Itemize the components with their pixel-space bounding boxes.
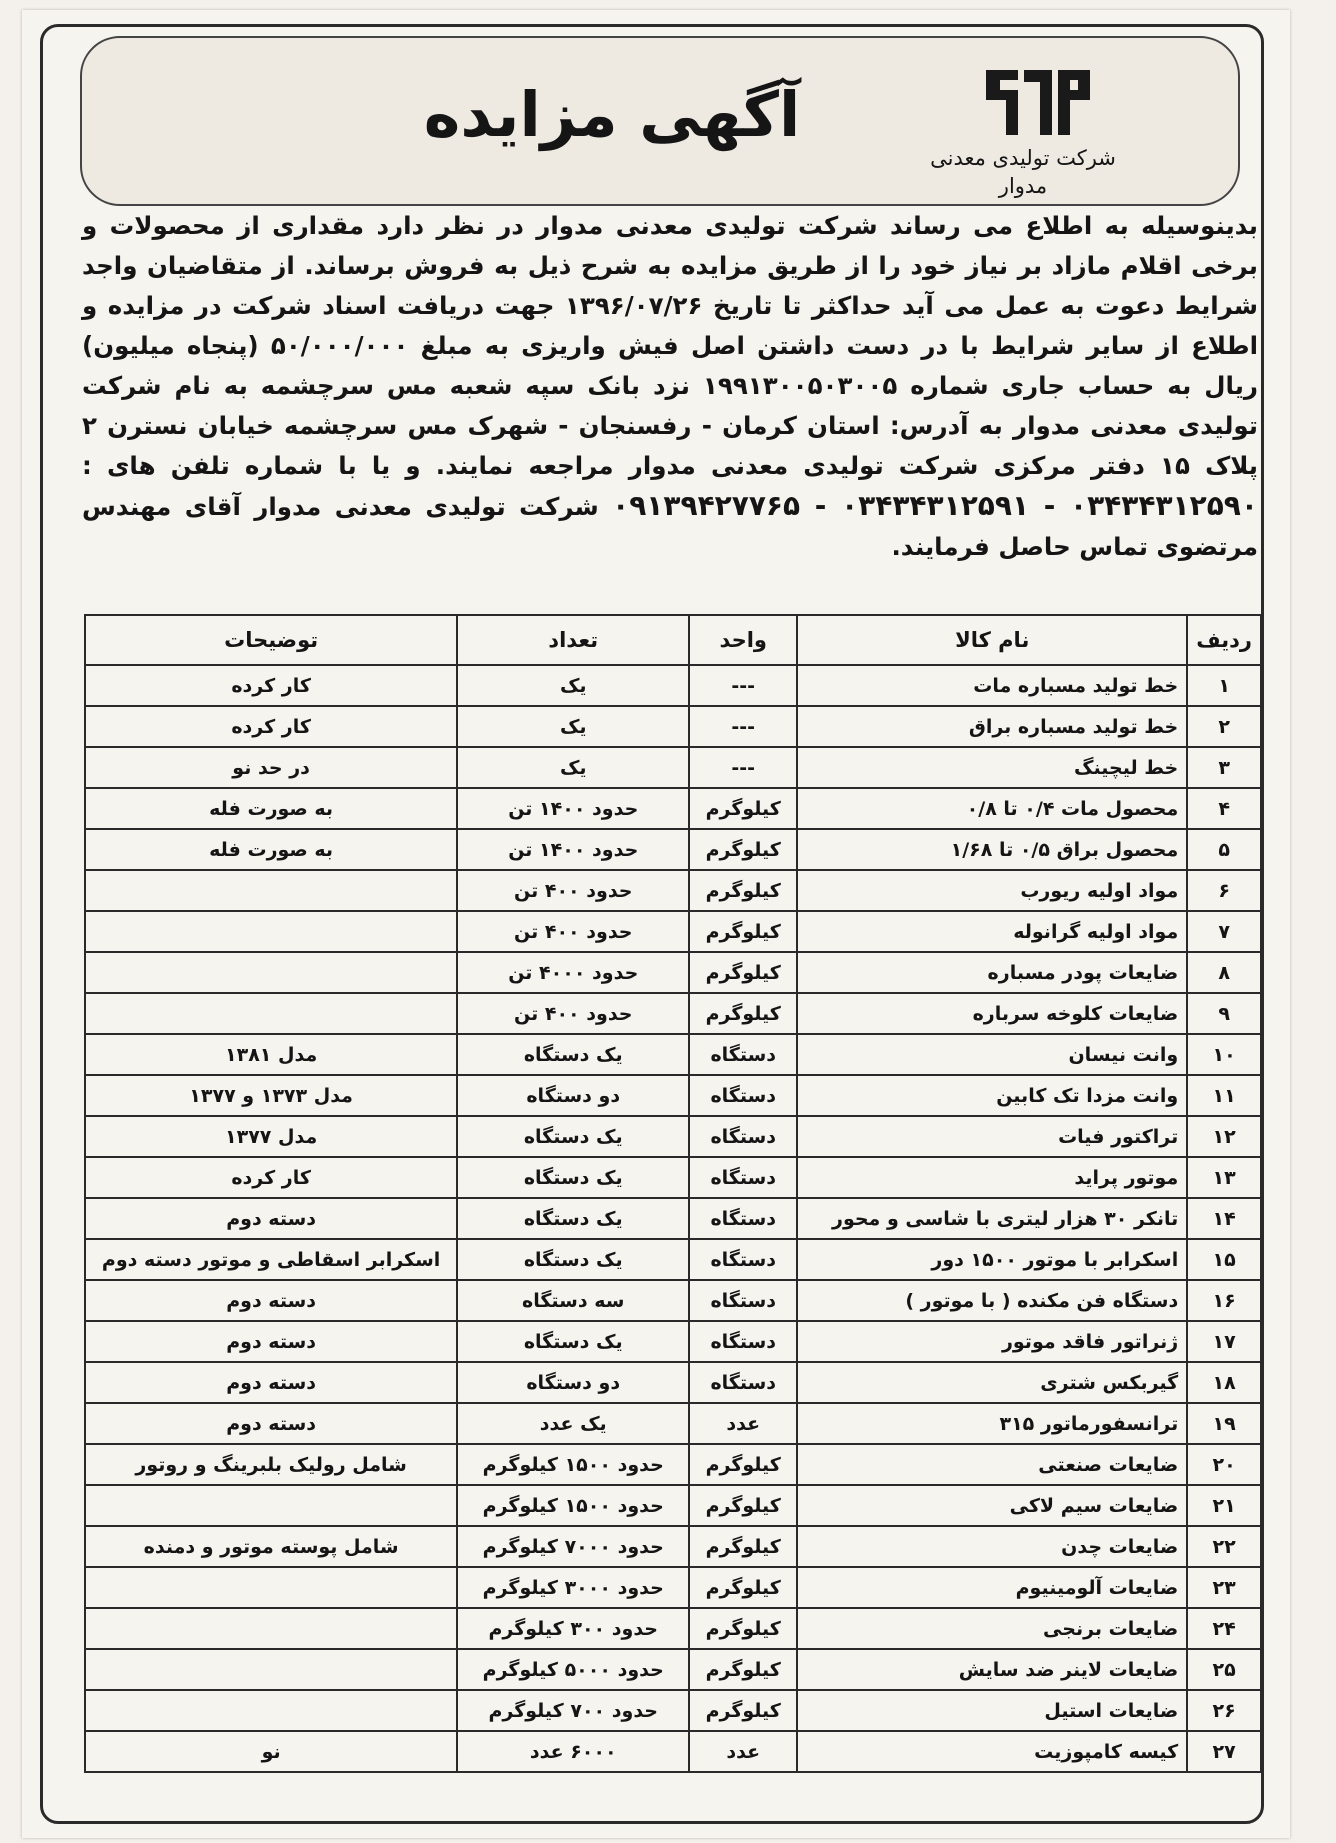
- table-row: [85, 911, 1261, 952]
- cell-item-name: تانکر ۳۰ هزار لیتری با شاسی و محور: [797, 1198, 1187, 1239]
- cell-item-name: وانت نیسان: [797, 1034, 1187, 1075]
- cell-row-number: ۱۹: [1187, 1403, 1261, 1444]
- cell-row-number: ۵: [1187, 829, 1261, 870]
- cell-unit: ---: [689, 665, 797, 706]
- cell-quantity: حدود ۳۰۰۰ کیلوگرم: [457, 1567, 689, 1608]
- table-row: [85, 1362, 1261, 1403]
- cell-row-number: ۲۲: [1187, 1526, 1261, 1567]
- cell-quantity: حدود ۴۰۰ تن: [457, 911, 689, 952]
- cell-notes: اسکرابر اسقاطی و موتور دسته دوم: [85, 1239, 457, 1280]
- table-row: [85, 1444, 1261, 1485]
- cell-item-name: ضایعات استیل: [797, 1690, 1187, 1731]
- cell-notes: [85, 952, 457, 993]
- cell-unit: کیلوگرم: [689, 870, 797, 911]
- table-row: [85, 747, 1261, 788]
- table-row: [85, 1690, 1261, 1731]
- cell-notes: کار کرده: [85, 665, 457, 706]
- cell-item-name: ضایعات چدن: [797, 1526, 1187, 1567]
- cell-unit: دستگاه: [689, 1157, 797, 1198]
- cell-row-number: ۲۰: [1187, 1444, 1261, 1485]
- cell-row-number: ۸: [1187, 952, 1261, 993]
- cell-item-name: مواد اولیه گرانوله: [797, 911, 1187, 952]
- cell-unit: دستگاه: [689, 1075, 797, 1116]
- cell-notes: دسته دوم: [85, 1321, 457, 1362]
- cell-unit: دستگاه: [689, 1280, 797, 1321]
- table-row: [85, 1157, 1261, 1198]
- cell-unit: کیلوگرم: [689, 993, 797, 1034]
- cell-item-name: موتور پراید: [797, 1157, 1187, 1198]
- cell-quantity: یک دستگاه: [457, 1157, 689, 1198]
- cell-unit: دستگاه: [689, 1116, 797, 1157]
- header-notes: توضیحات: [85, 615, 457, 665]
- cell-quantity: یک دستگاه: [457, 1116, 689, 1157]
- cell-quantity: دو دستگاه: [457, 1075, 689, 1116]
- cell-quantity: سه دستگاه: [457, 1280, 689, 1321]
- cell-quantity: یک دستگاه: [457, 1239, 689, 1280]
- cell-quantity: یک: [457, 665, 689, 706]
- cell-unit: دستگاه: [689, 1321, 797, 1362]
- cell-item-name: ضایعات صنعتی: [797, 1444, 1187, 1485]
- company-name: [928, 144, 1118, 200]
- cell-quantity: حدود ۱۵۰۰ کیلوگرم: [457, 1444, 689, 1485]
- cell-quantity: حدود ۴۰۰۰ تن: [457, 952, 689, 993]
- cell-item-name: خط تولید مسباره مات: [797, 665, 1187, 706]
- cell-row-number: ۲۴: [1187, 1608, 1261, 1649]
- company-logo-icon: [978, 60, 1098, 140]
- cell-quantity: حدود ۱۵۰۰ کیلوگرم: [457, 1485, 689, 1526]
- cell-unit: دستگاه: [689, 1239, 797, 1280]
- cell-item-name: خط تولید مسباره براق: [797, 706, 1187, 747]
- newspaper-clipping: [22, 10, 1290, 1838]
- table-row: [85, 1280, 1261, 1321]
- page-title: آگهی مزایده: [423, 78, 801, 151]
- table-row: [85, 1731, 1261, 1772]
- cell-unit: کیلوگرم: [689, 1690, 797, 1731]
- cell-item-name: محصول براق ۰/۵ تا ۱/۶۸: [797, 829, 1187, 870]
- cell-item-name: ضایعات پودر مسباره: [797, 952, 1187, 993]
- phone-numbers: ۰۳۴۳۴۳۱۲۵۹۰ - ۰۳۴۳۴۳۱۲۵۹۱ - ۰۹۱۳۹۴۲۷۷۶۵: [612, 489, 1258, 522]
- intro-text: [82, 206, 1258, 567]
- cell-quantity: یک دستگاه: [457, 1198, 689, 1239]
- table-row: [85, 1403, 1261, 1444]
- cell-row-number: ۴: [1187, 788, 1261, 829]
- cell-item-name: ضایعات آلومینیوم: [797, 1567, 1187, 1608]
- cell-item-name: خط لیچینگ: [797, 747, 1187, 788]
- cell-row-number: ۲۶: [1187, 1690, 1261, 1731]
- cell-row-number: ۹: [1187, 993, 1261, 1034]
- cell-notes: به صورت فله: [85, 788, 457, 829]
- cell-notes: دسته دوم: [85, 1403, 457, 1444]
- cell-unit: کیلوگرم: [689, 1444, 797, 1485]
- cell-notes: [85, 870, 457, 911]
- cell-unit: دستگاه: [689, 1198, 797, 1239]
- cell-quantity: حدود ۴۰۰ تن: [457, 870, 689, 911]
- cell-item-name: کیسه کامپوزیت: [797, 1731, 1187, 1772]
- cell-quantity: حدود ۴۰۰ تن: [457, 993, 689, 1034]
- header-box: [80, 36, 1240, 206]
- cell-unit: دستگاه: [689, 1362, 797, 1403]
- table-row: [85, 1116, 1261, 1157]
- cell-item-name: محصول مات ۰/۴ تا ۰/۸: [797, 788, 1187, 829]
- intro-paragraph: بدینوسیله به اطلاع می رساند شرکت تولیدی معدنی مدوار در نظر دارد مقداری از محصولات و برخی اقلام مازاد بر نیاز خود را از طریق مزایده به شرح ذیل به فروش برساند. از متقاضیان واجد شرایط دعوت به عمل می آید حداکثر تا تاریخ ۱۳۹۶/۰۷/۲۶ جهت دریافت اسناد شرکت در مزایده و اطلاع از سایر شرایط با در دست داشتن اصل فیش واریزی به مبلغ ۵۰/۰۰۰/۰۰۰ (پنجاه میلیون) ریال به حساب جاری شماره ۱۹۹۱۳۰۰۵۰۳۰۰۵ نزد بانک سپه شعبه مس سرچشمه به نام شرکت تولیدی معدنی مدوار به آدرس: استان کرمان - رفسنجان - شهرک مس سرچشمه خیابان نسترن ۲ پلاک ۱۵ دفتر مرکزی شرکت تولیدی معدنی مدوار مراجعه نمایند.: [82, 211, 1259, 480]
- table-row: [85, 1034, 1261, 1075]
- cell-quantity: ۶۰۰۰ عدد: [457, 1731, 689, 1772]
- cell-unit: عدد: [689, 1731, 797, 1772]
- cell-notes: دسته دوم: [85, 1362, 457, 1403]
- cell-item-name: ضایعات سیم لاکی: [797, 1485, 1187, 1526]
- cell-item-name: ژنراتور فاقد موتور: [797, 1321, 1187, 1362]
- cell-item-name: اسکرابر با موتور ۱۵۰۰ دور: [797, 1239, 1187, 1280]
- cell-notes: دسته دوم: [85, 1198, 457, 1239]
- cell-unit: کیلوگرم: [689, 1567, 797, 1608]
- cell-quantity: حدود ۱۴۰۰ تن: [457, 788, 689, 829]
- cell-unit: کیلوگرم: [689, 829, 797, 870]
- cell-quantity: حدود ۵۰۰۰ کیلوگرم: [457, 1649, 689, 1690]
- cell-row-number: ۷: [1187, 911, 1261, 952]
- cell-quantity: یک عدد: [457, 1403, 689, 1444]
- cell-item-name: گیربکس شتری: [797, 1362, 1187, 1403]
- phone-prefix: و یا با شماره تلفن های :: [82, 451, 421, 480]
- table-row: [85, 1198, 1261, 1239]
- table-row: [85, 706, 1261, 747]
- cell-row-number: ۱۴: [1187, 1198, 1261, 1239]
- cell-notes: [85, 1649, 457, 1690]
- cell-quantity: یک دستگاه: [457, 1321, 689, 1362]
- cell-quantity: یک دستگاه: [457, 1034, 689, 1075]
- cell-row-number: ۲: [1187, 706, 1261, 747]
- cell-notes: مدل ۱۳۷۷: [85, 1116, 457, 1157]
- cell-unit: کیلوگرم: [689, 1526, 797, 1567]
- table-row: [85, 1239, 1261, 1280]
- cell-unit: ---: [689, 747, 797, 788]
- cell-notes: کار کرده: [85, 1157, 457, 1198]
- table-row: [85, 1608, 1261, 1649]
- header-unit: واحد: [689, 615, 797, 665]
- table-row: [85, 829, 1261, 870]
- company-name-line2: مدوار: [998, 174, 1048, 198]
- cell-notes: دسته دوم: [85, 1280, 457, 1321]
- cell-item-name: ضایعات کلوخه سرباره: [797, 993, 1187, 1034]
- cell-quantity: یک: [457, 706, 689, 747]
- cell-unit: کیلوگرم: [689, 1649, 797, 1690]
- table-row: [85, 665, 1261, 706]
- cell-quantity: حدود ۷۰۰ کیلوگرم: [457, 1690, 689, 1731]
- cell-row-number: ۱۳: [1187, 1157, 1261, 1198]
- cell-row-number: ۱۷: [1187, 1321, 1261, 1362]
- cell-item-name: تراکتور فیات: [797, 1116, 1187, 1157]
- cell-row-number: ۲۳: [1187, 1567, 1261, 1608]
- cell-unit: کیلوگرم: [689, 788, 797, 829]
- cell-notes: در حد نو: [85, 747, 457, 788]
- cell-item-name: وانت مزدا تک کابین: [797, 1075, 1187, 1116]
- cell-quantity: دو دستگاه: [457, 1362, 689, 1403]
- cell-item-name: ضایعات لاینر ضد سایش: [797, 1649, 1187, 1690]
- auction-items-table: [84, 614, 1262, 1773]
- cell-notes: کار کرده: [85, 706, 457, 747]
- table-row: [85, 1075, 1261, 1116]
- header-row-number: ردیف: [1187, 615, 1261, 665]
- cell-quantity: یک: [457, 747, 689, 788]
- company-name-line1: شرکت تولیدی معدنی: [930, 146, 1116, 170]
- cell-notes: [85, 911, 457, 952]
- table-row: [85, 993, 1261, 1034]
- cell-unit: کیلوگرم: [689, 911, 797, 952]
- cell-notes: [85, 1690, 457, 1731]
- cell-item-name: دستگاه فن مکنده ( با موتور ): [797, 1280, 1187, 1321]
- cell-unit: ---: [689, 706, 797, 747]
- cell-notes: مدل ۱۳۸۱: [85, 1034, 457, 1075]
- cell-item-name: ضایعات برنجی: [797, 1608, 1187, 1649]
- cell-row-number: ۲۱: [1187, 1485, 1261, 1526]
- cell-quantity: حدود ۳۰۰ کیلوگرم: [457, 1608, 689, 1649]
- cell-unit: کیلوگرم: [689, 952, 797, 993]
- cell-item-name: ترانسفورماتور ۳۱۵: [797, 1403, 1187, 1444]
- cell-notes: [85, 1608, 457, 1649]
- cell-unit: عدد: [689, 1403, 797, 1444]
- cell-notes: مدل ۱۳۷۳ و ۱۳۷۷: [85, 1075, 457, 1116]
- cell-row-number: ۳: [1187, 747, 1261, 788]
- cell-row-number: ۱۶: [1187, 1280, 1261, 1321]
- cell-row-number: ۱۲: [1187, 1116, 1261, 1157]
- table-row: [85, 1649, 1261, 1690]
- cell-unit: کیلوگرم: [689, 1485, 797, 1526]
- table-row: [85, 1485, 1261, 1526]
- cell-notes: نو: [85, 1731, 457, 1772]
- cell-row-number: ۲۵: [1187, 1649, 1261, 1690]
- table-row: [85, 870, 1261, 911]
- header-item-name: نام کالا: [797, 615, 1187, 665]
- table-row: [85, 1321, 1261, 1362]
- cell-quantity: حدود ۱۴۰۰ تن: [457, 829, 689, 870]
- cell-row-number: ۱۵: [1187, 1239, 1261, 1280]
- cell-notes: [85, 1485, 457, 1526]
- cell-row-number: ۲۷: [1187, 1731, 1261, 1772]
- table-row: [85, 952, 1261, 993]
- phone-suffix: شرکت تولیدی معدنی مدوار آقای مهندس مرتضوی تماس حاصل فرمایند.: [82, 492, 1258, 561]
- cell-row-number: ۱: [1187, 665, 1261, 706]
- cell-notes: شامل رولیک بلبرینگ و روتور: [85, 1444, 457, 1485]
- cell-item-name: مواد اولیه ریورب: [797, 870, 1187, 911]
- cell-notes: به صورت فله: [85, 829, 457, 870]
- table-row: [85, 788, 1261, 829]
- table-header-row: [85, 615, 1261, 665]
- cell-row-number: ۶: [1187, 870, 1261, 911]
- cell-unit: کیلوگرم: [689, 1608, 797, 1649]
- cell-notes: شامل پوسته موتور و دمنده: [85, 1526, 457, 1567]
- cell-unit: دستگاه: [689, 1034, 797, 1075]
- cell-notes: [85, 993, 457, 1034]
- header-quantity: تعداد: [457, 615, 689, 665]
- table-body: [85, 665, 1261, 1772]
- cell-quantity: حدود ۷۰۰۰ کیلوگرم: [457, 1526, 689, 1567]
- cell-notes: [85, 1567, 457, 1608]
- cell-row-number: ۱۰: [1187, 1034, 1261, 1075]
- table-row: [85, 1526, 1261, 1567]
- table-row: [85, 1567, 1261, 1608]
- cell-row-number: ۱۱: [1187, 1075, 1261, 1116]
- cell-row-number: ۱۸: [1187, 1362, 1261, 1403]
